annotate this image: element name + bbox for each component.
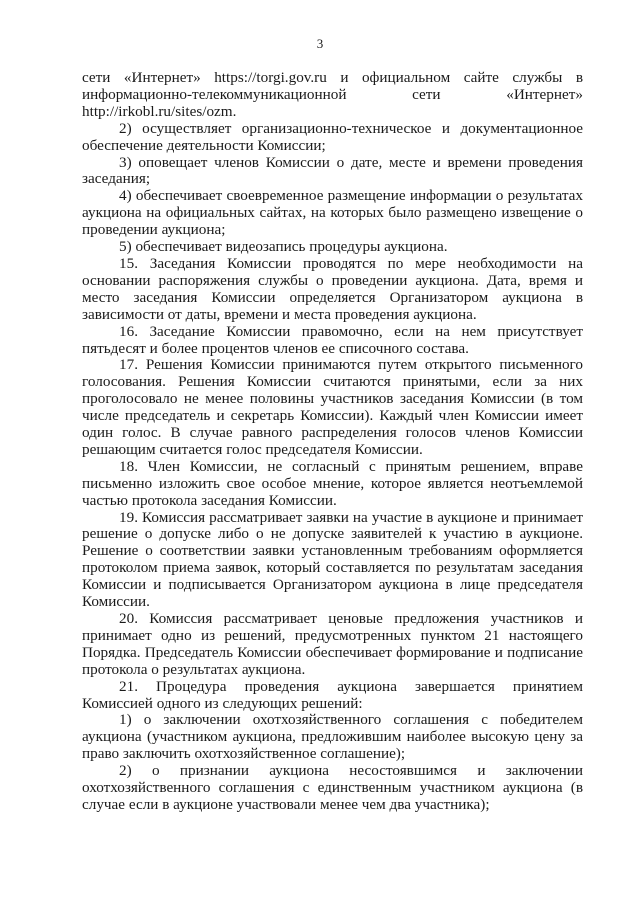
paragraph-clause-20: 20. Комиссия рассматривает ценовые предложения участников и принимает одно из решений, предусмотренных пунктом 21 настоящего Порядка. Председатель Комиссии обеспечивает формирование и подписание протокола о результатах аукциона. bbox=[82, 610, 583, 678]
document-body bbox=[82, 70, 583, 814]
paragraph-item-3: 3) оповещает членов Комиссии о дате, месте и времени проведения заседания; bbox=[82, 153, 583, 188]
paragraph-clause-18: 18. Член Комиссии, не согласный с принятым решением, вправе письменно изложить свое особое мнение, которое является неотъемлемой частью протокола заседания Комиссии. bbox=[82, 457, 583, 509]
paragraph-clause-21-item-1: 1) о заключении охотхозяйственного соглашения с победителем аукциона (участником аукциона, предложившим наиболее высокую цену за право заключить охотхозяйственное соглашение); bbox=[82, 711, 583, 763]
paragraph-clause-16: 16. Заседание Комиссии правомочно, если на нем присутствует пятьдесят и более процентов членов ее списочного состава. bbox=[82, 322, 583, 357]
paragraph-item-2: 2) осуществляет организационно-техническое и документационное обеспечение деятельности Комиссии; bbox=[82, 119, 583, 154]
paragraph-clause-21-item-2: 2) о признании аукциона несостоявшимся и заключении охотхозяйственного соглашения с единственным участником аукциона (в случае если в аукционе участвовали менее чем два участника); bbox=[82, 762, 583, 813]
paragraph-clause-15: 15. Заседания Комиссии проводятся по мере необходимости на основании распоряжения службы о проведении аукциона. Дата, время и место заседания Комиссии определяется Организатором аукциона в зависимости от даты, времени и места проведения аукциона. bbox=[82, 254, 583, 323]
paragraph-clause-19: 19. Комиссия рассматривает заявки на участие в аукционе и принимает решение о допуске либо о не допуске заявителей к участию в аукционе. Решение о соответствии заявки установленным требованиям оформляется протоколом приема заявок, который составляется по результатам заседания Комиссии и подписывается Организатором аукциона в лице председателя Комиссии. bbox=[82, 508, 583, 611]
paragraph-clause-21: 21. Процедура проведения аукциона завершается принятием Комиссией одного из следующих решений: bbox=[82, 677, 583, 712]
page-number: 3 bbox=[316, 36, 324, 51]
paragraph-clause-17: 17. Решения Комиссии принимаются путем открытого письменного голосования. Решения Комиссии считаются принятыми, если за них проголосовало не менее половины участников заседания Комиссии (в том числе председатель и секретарь Комиссии). Каждый член Комиссии имеет один голос. В случае равного распределения голосов членов Комиссии решающим считается голос председателя Комиссии. bbox=[82, 356, 583, 458]
paragraph-item-4: 4) обеспечивает своевременное размещение информации о результатах аукциона на официальных сайтах, на которых было размещено извещение о проведении аукциона; bbox=[82, 187, 583, 239]
paragraph-sites-continuation: сети «Интернет» https://torgi.gov.ru и официальном сайте службы в информационно-телекоммуникационной сети «Интернет» http://irkobl.ru/sites/ozm. bbox=[82, 69, 583, 120]
paragraph-item-5: 5) обеспечивает видеозапись процедуры аукциона. bbox=[119, 238, 448, 256]
